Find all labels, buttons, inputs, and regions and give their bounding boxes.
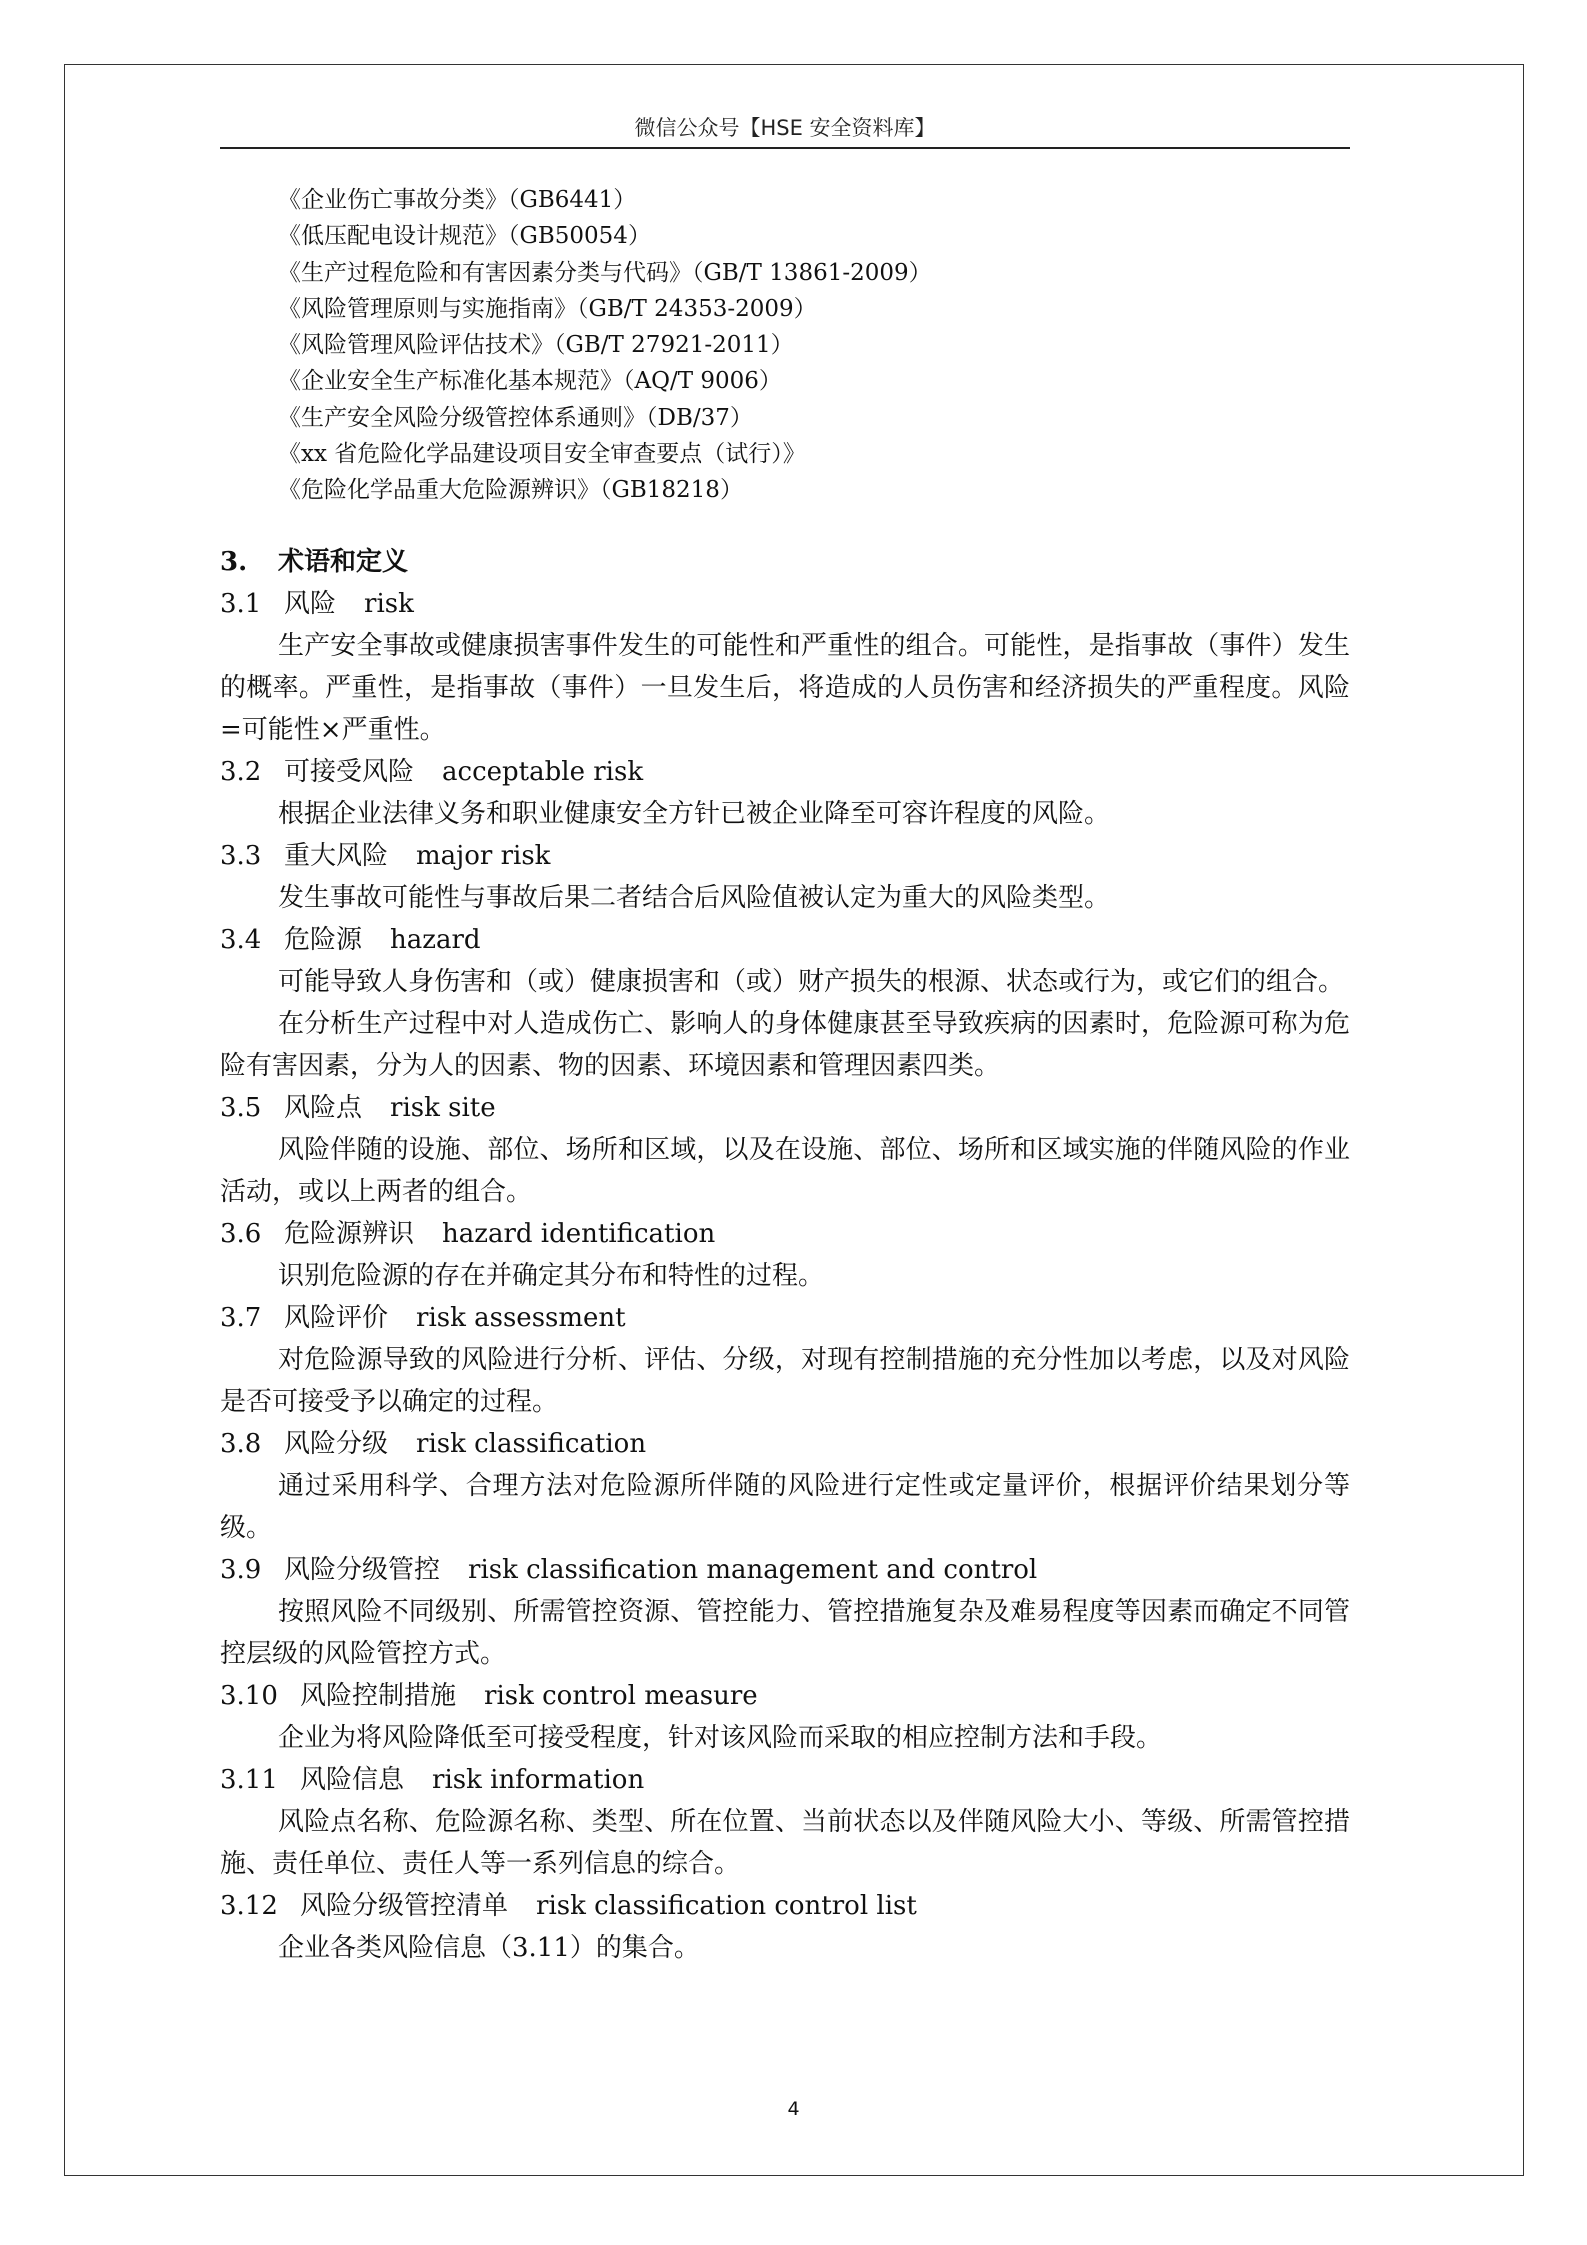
term-english: major risk [416,841,551,871]
term-number: 3.6 [220,1219,262,1249]
term-heading [220,1423,1350,1465]
term-number: 3.7 [220,1303,262,1333]
term-number: 3.9 [220,1555,262,1585]
term-number: 3.4 [220,925,262,955]
term-definition: 风险伴随的设施、部位、场所和区域，以及在设施、部位、场所和区域实施的伴随风险的作业活动，或以上两者的组合。 [220,1135,1350,1207]
term-definition: 风险点名称、危险源名称、类型、所在位置、当前状态以及伴随风险大小、等级、所需管控措施、责任单位、责任人等一系列信息的综合。 [220,1807,1350,1879]
page-number: 4 [787,2098,800,2120]
term-heading [220,1087,1350,1129]
term-number: 3.11 [220,1765,278,1795]
section-title: 术语和定义 [278,547,409,577]
term-english: risk assessment [416,1303,626,1333]
term-english: hazard identification [442,1219,716,1249]
term-heading [220,751,1350,793]
term-heading [220,1213,1350,1255]
term-chinese: 风险信息 [300,1765,405,1795]
term-heading [220,1549,1350,1591]
section-number: 3. [220,547,248,577]
term-definition: 企业为将风险降低至可接受程度，针对该风险而采取的相应控制方法和手段。 [278,1723,1163,1753]
term-heading [220,1675,1350,1717]
term-definition: 按照风险不同级别、所需管控资源、管控能力、管控措施复杂及难易程度等因素而确定不同管控层级的风险管控方式。 [220,1597,1350,1669]
reference-item: 《企业安全生产标准化基本规范》（AQ/T 9006） [278,368,782,395]
header-divider [220,147,1350,149]
term-number: 3.5 [220,1093,262,1123]
page-header: 微信公众号【HSE 安全资料库】 [634,116,936,140]
term-definition: 生产安全事故或健康损害事件发生的可能性和严重性的组合。可能性，是指事故（事件）发生的概率。严重性，是指事故（事件）一旦发生后，将造成的人员伤害和经济损失的严重程度。风险=可能性×严重性。 [220,631,1350,745]
term-chinese: 风险分级管控清单 [300,1891,509,1921]
term-english: risk control measure [484,1681,758,1711]
term-number: 3.3 [220,841,262,871]
term-english: risk classification control list [536,1891,917,1921]
term-heading [220,1759,1350,1801]
term-chinese: 风险点 [284,1093,363,1123]
term-heading [220,835,1350,877]
term-english: risk information [432,1765,645,1795]
reference-item: 《风险管理风险评估技术》（GB/T 27921-2011） [278,332,794,359]
term-definition: 企业各类风险信息（3.11）的集合。 [278,1933,700,1963]
term-chinese: 风险 [284,589,337,619]
term-definition: 发生事故可能性与事故后果二者结合后风险值被认定为重大的风险类型。 [278,883,1111,913]
term-definition: 根据企业法律义务和职业健康安全方针已被企业降至可容许程度的风险。 [278,799,1111,829]
reference-item: 《xx 省危险化学品建设项目安全审查要点（试行）》 [278,441,806,468]
term-chinese: 风险评价 [284,1303,389,1333]
term-definition: 通过采用科学、合理方法对危险源所伴随的风险进行定性或定量评价，根据评价结果划分等级。 [220,1471,1350,1543]
reference-list [278,182,932,509]
term-heading [220,1297,1350,1339]
term-heading [220,919,1350,961]
term-chinese: 风险分级 [284,1429,389,1459]
term-number: 3.8 [220,1429,262,1459]
term-number: 3.12 [220,1891,278,1921]
term-definition: 可能导致人身伤害和（或）健康损害和（或）财产损失的根源、状态或行为，或它们的组合。 [278,967,1345,997]
term-english: risk [364,589,414,619]
term-chinese: 风险控制措施 [300,1681,457,1711]
reference-item: 《危险化学品重大危险源辨识》（GB18218） [278,477,743,504]
reference-item: 《低压配电设计规范》（GB50054） [278,223,651,250]
term-english: risk site [390,1093,496,1123]
section-heading [220,541,1350,583]
term-english: risk classification management and control [468,1555,1038,1585]
term-heading [220,583,1350,625]
reference-item: 《风险管理原则与实施指南》（GB/T 24353-2009） [278,295,817,322]
term-heading [220,1885,1350,1927]
reference-item: 《生产过程危险和有害因素分类与代码》（GB/T 13861-2009） [278,259,932,286]
term-definition: 对危险源导致的风险进行分析、评估、分级，对现有控制措施的充分性加以考虑，以及对风险是否可接受予以确定的过程。 [220,1345,1350,1417]
reference-item: 《生产安全风险分级管控体系通则》（DB/37） [278,404,753,431]
term-chinese: 危险源辨识 [284,1219,415,1249]
term-number: 3.2 [220,757,262,787]
term-chinese: 可接受风险 [284,757,415,787]
term-chinese: 重大风险 [284,841,389,871]
term-definition: 在分析生产过程中对人造成伤亡、影响人的身体健康甚至导致疾病的因素时，危险源可称为危险有害因素，分为人的因素、物的因素、环境因素和管理因素四类。 [220,1009,1350,1081]
term-definition: 识别危险源的存在并确定其分布和特性的过程。 [278,1261,825,1291]
term-chinese: 风险分级管控 [284,1555,441,1585]
term-chinese: 危险源 [284,925,363,955]
term-english: risk classification [416,1429,647,1459]
reference-item: 《企业伤亡事故分类》（GB6441） [278,187,637,213]
term-english: acceptable risk [442,757,644,787]
terms-section [220,541,1350,1969]
term-number: 3.1 [220,589,262,619]
term-number: 3.10 [220,1681,278,1711]
term-english: hazard [390,925,481,955]
